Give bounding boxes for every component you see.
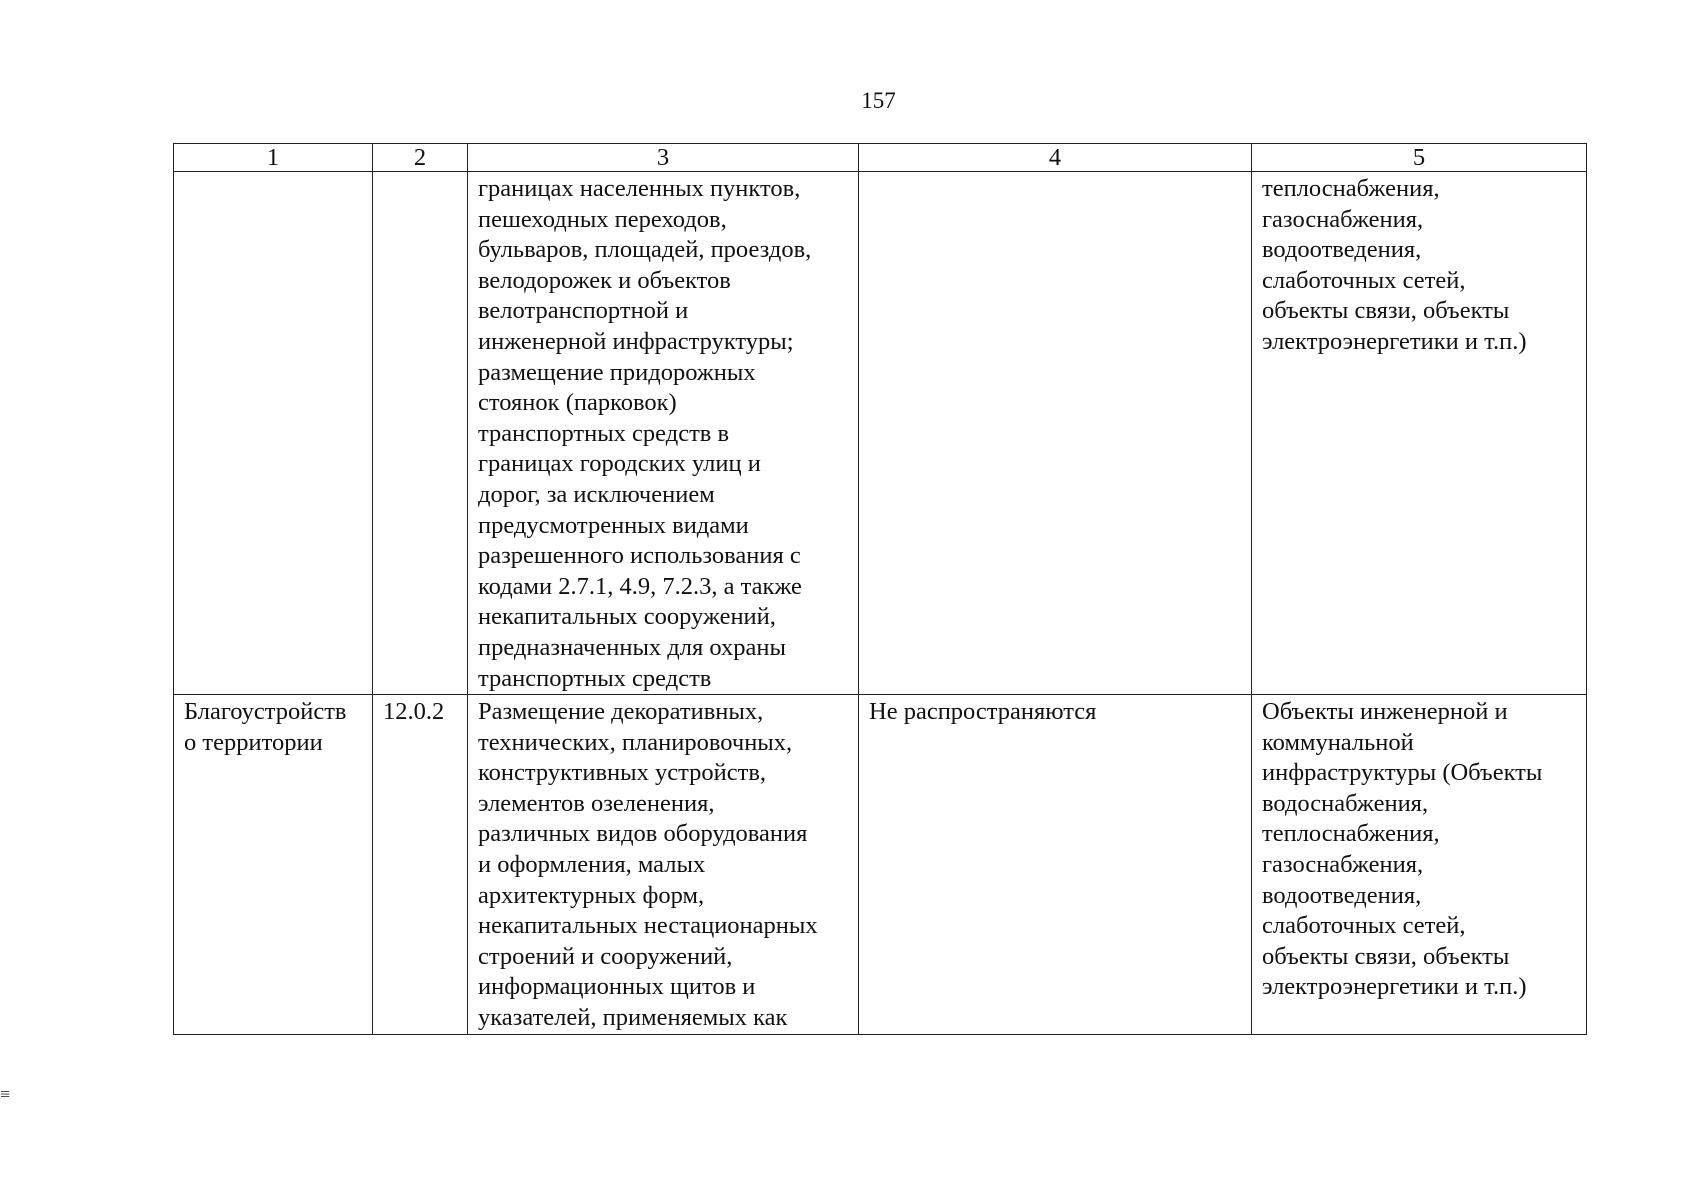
cell-text-line: водоснабжения, (1262, 789, 1429, 817)
cell-text-line: транспортных средств в (478, 419, 730, 447)
cell-text-line: велотранспортной и (478, 297, 689, 325)
cell-text-line: о территории (184, 728, 323, 756)
cell-text-line: Не распространяются (869, 698, 1097, 726)
cell-use-code (373, 172, 468, 695)
cell-text-line: теплоснабжения, (1262, 175, 1440, 202)
cell-text-line: информационных щитов и (478, 973, 756, 1001)
margin-mark: ≡ (0, 1084, 11, 1104)
cell-text-line: элементов озеленения, (478, 789, 715, 817)
cell-text-line: велодорожек и объектов (478, 266, 731, 294)
cell-use-name (174, 695, 373, 1035)
cell-text-line: водоотведения, (1262, 236, 1422, 264)
cell-text-line: инфраструктуры (Объекты (1262, 759, 1543, 787)
cell-text-line: строений и сооружений, (478, 942, 733, 970)
page-number: 157 (861, 88, 896, 113)
cell-text-line: Благоустройств (184, 698, 347, 726)
cell-text-line: некапитальных сооружений, (478, 603, 776, 631)
cell-text-line: конструктивных устройств, (478, 759, 767, 787)
column-header: 2 (373, 144, 468, 172)
cell-text-line: газоснабжения, (1262, 851, 1424, 879)
cell-text-line: границах городских улиц и (478, 450, 761, 478)
cell-text-line: архитектурных форм, (478, 881, 705, 909)
cell-text-line: указателей, применяемых как (478, 1004, 788, 1032)
column-header: 4 (859, 144, 1252, 172)
cell-use-name (174, 172, 373, 695)
table-row (174, 172, 1587, 695)
cell-text-line: предусмотренных видами (478, 511, 749, 539)
cell-text-line: различных видов оборудования (478, 820, 808, 848)
cell-permitted-objects (1252, 695, 1587, 1035)
cell-parameters (859, 695, 1252, 1035)
table-header-row (174, 144, 1587, 172)
cell-text-line: размещение придорожных (478, 358, 756, 386)
cell-text-line: электроэнергетики и т.п.) (1262, 327, 1527, 355)
column-header: 5 (1252, 144, 1587, 172)
column-header: 3 (468, 144, 859, 172)
cell-text-line: газоснабжения, (1262, 205, 1424, 233)
cell-text-line: границах населенных пунктов, (478, 175, 801, 202)
cell-text-line: водоотведения, (1262, 881, 1422, 909)
cell-text-line: слаботочных сетей, (1262, 266, 1466, 294)
cell-text-line: слаботочных сетей, (1262, 912, 1466, 940)
cell-text-line: электроэнергетики и т.п.) (1262, 973, 1527, 1001)
cell-use-code (373, 695, 468, 1035)
cell-text-line: объекты связи, объекты (1262, 297, 1510, 325)
cell-text-line: Объекты инженерной и (1262, 698, 1508, 726)
cell-text-line: стоянок (парковок) (478, 389, 677, 417)
cell-use-description (468, 172, 859, 695)
table-row (174, 695, 1587, 1035)
land-use-table (173, 143, 1587, 1035)
cell-text-line: кодами 2.7.1, 4.9, 7.2.3, а также (478, 572, 802, 600)
cell-text-line: бульваров, площадей, проездов, (478, 236, 812, 264)
cell-text-line: Размещение декоративных, (478, 698, 764, 726)
cell-text-line: некапитальных нестационарных (478, 912, 818, 940)
cell-text-line: 12.0.2 (383, 698, 445, 726)
cell-text-line: объекты связи, объекты (1262, 942, 1510, 970)
cell-text-line: разрешенного использования с (478, 542, 801, 570)
cell-text-line: транспортных средств (478, 664, 712, 692)
column-header: 1 (174, 144, 373, 172)
cell-text-line: коммунальной (1262, 728, 1414, 756)
cell-text-line: дорог, за исключением (478, 480, 715, 508)
cell-text-line: инженерной инфраструктуры; (478, 327, 794, 355)
cell-text-line: пешеходных переходов, (478, 205, 727, 233)
cell-text-line: и оформления, малых (478, 851, 706, 879)
cell-use-description (468, 695, 859, 1035)
cell-text-line: предназначенных для охраны (478, 633, 786, 661)
cell-text-line: технических, планировочных, (478, 728, 793, 756)
cell-permitted-objects (1252, 172, 1587, 695)
cell-parameters (859, 172, 1252, 695)
cell-text-line: теплоснабжения, (1262, 820, 1440, 848)
